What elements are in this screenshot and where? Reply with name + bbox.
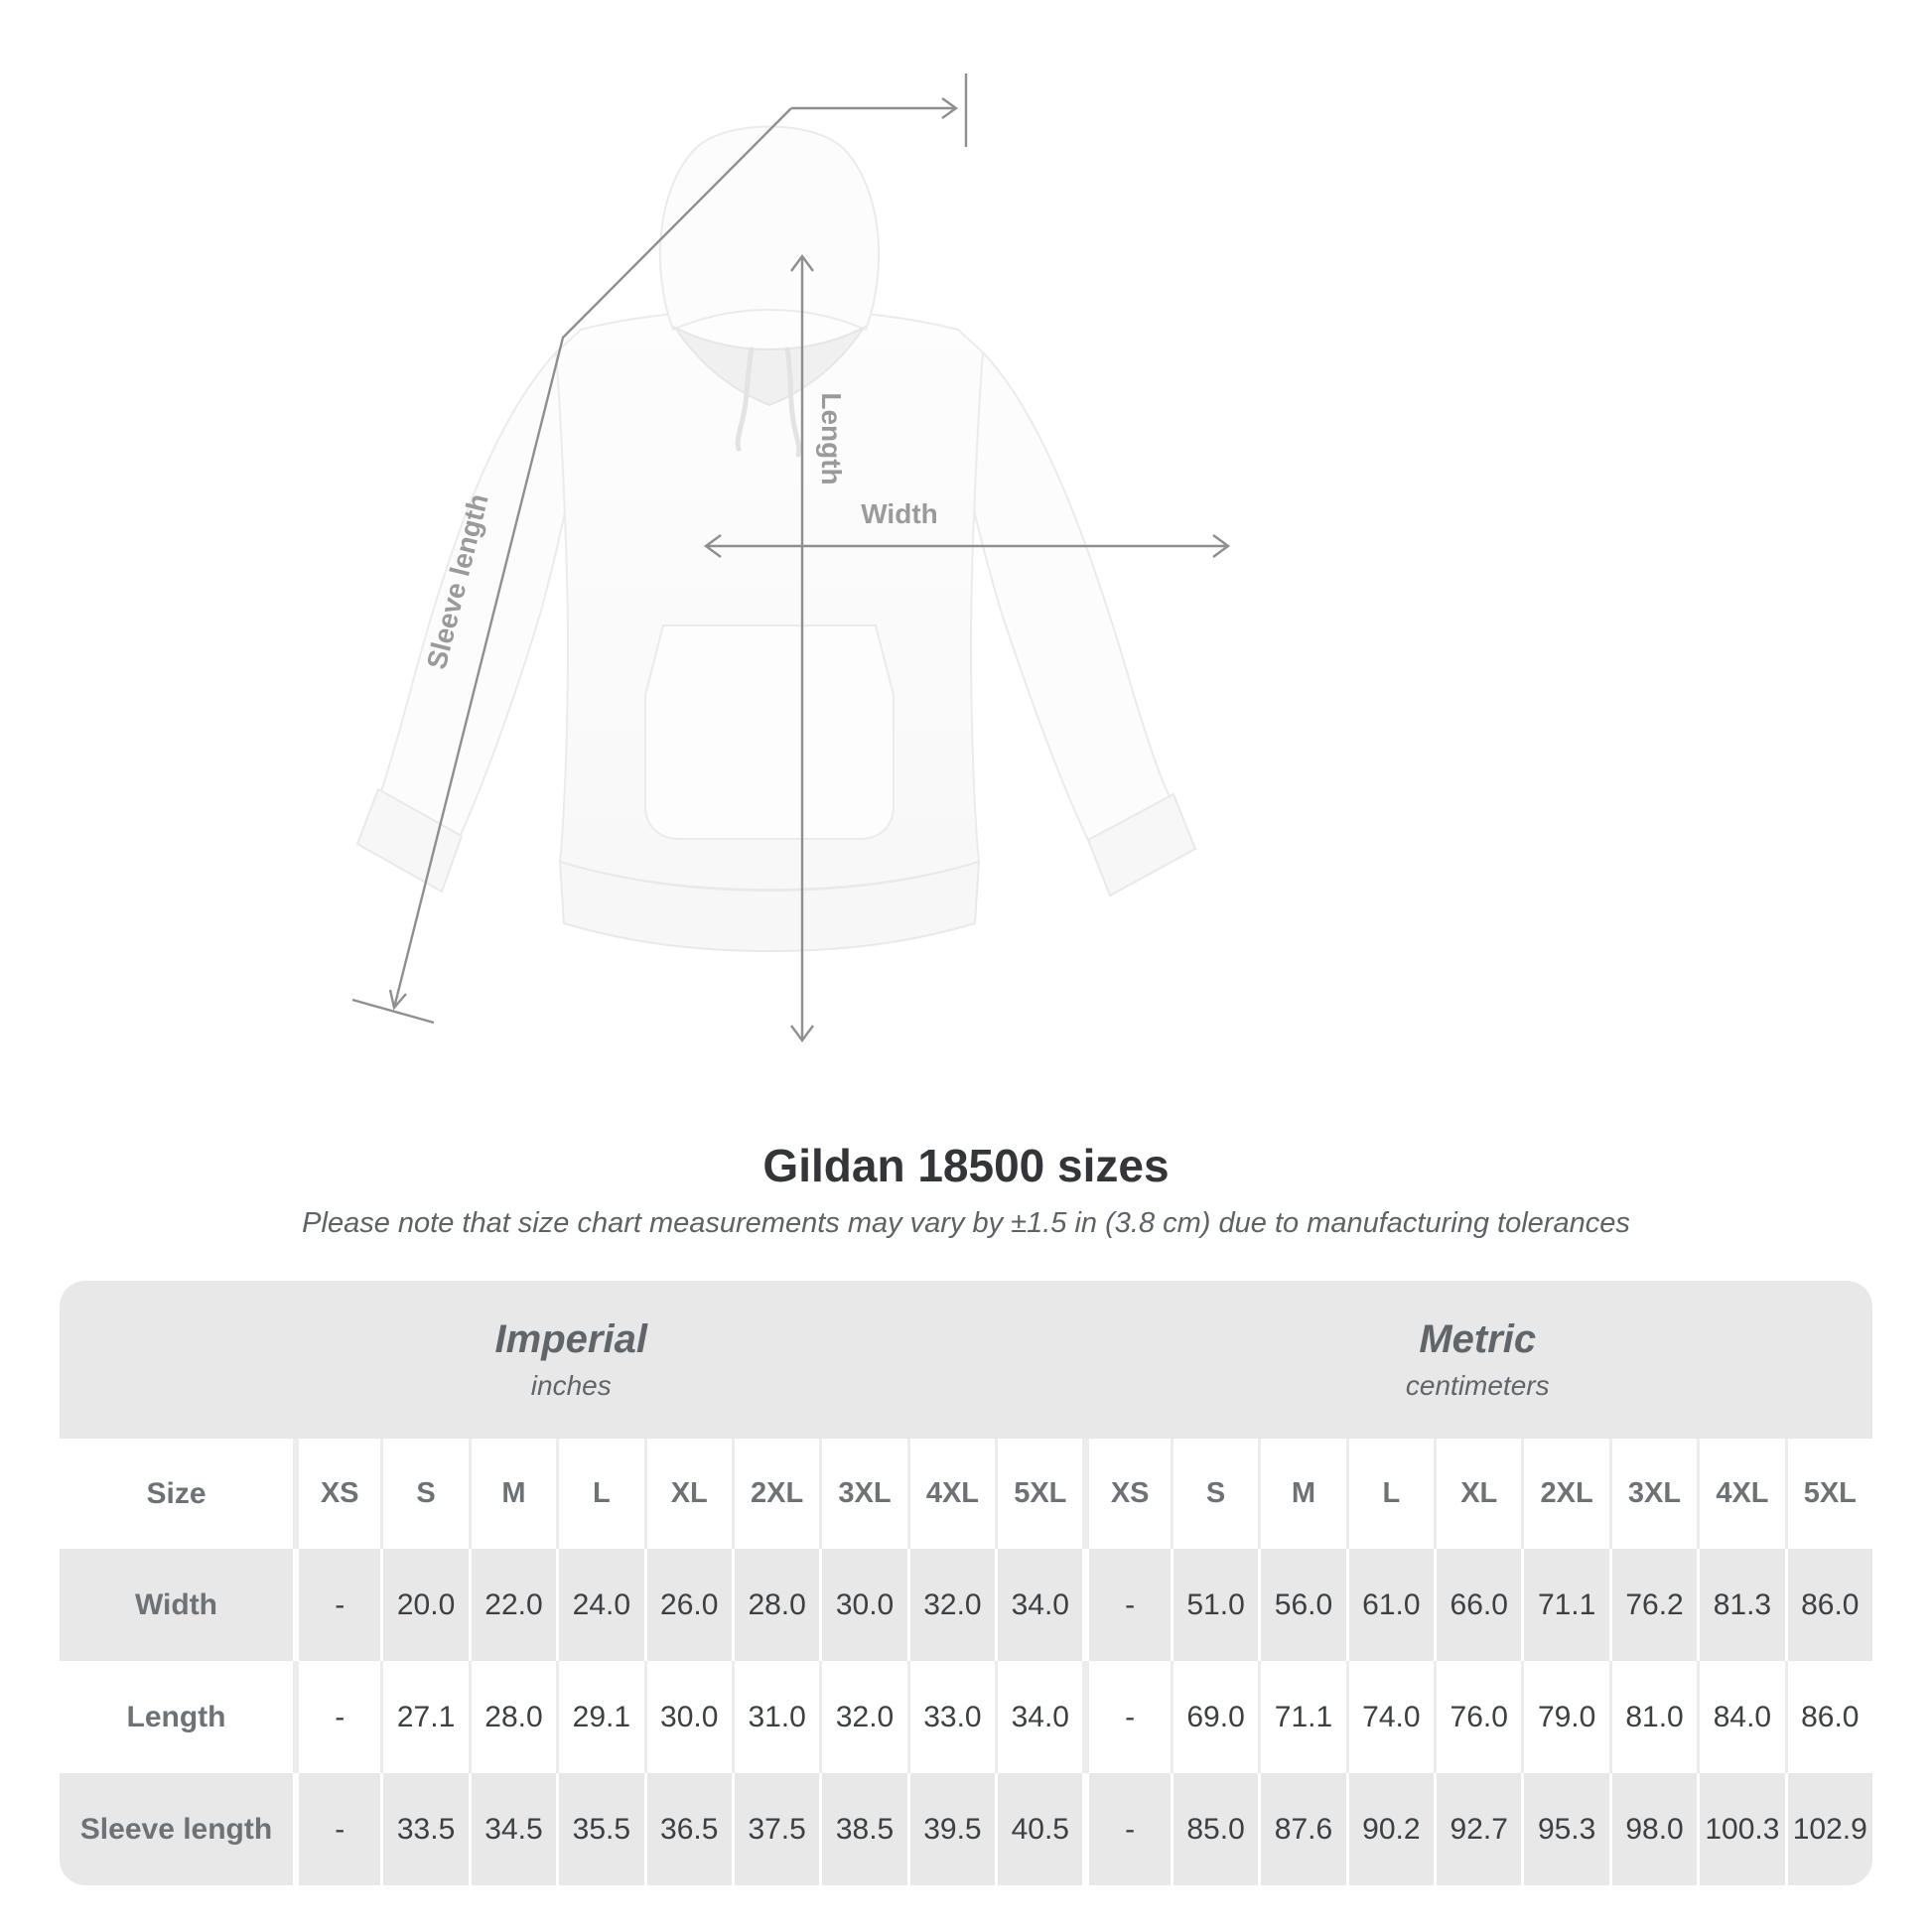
column-header: 4XL xyxy=(907,1439,995,1549)
table-cell: 56.0 xyxy=(1258,1549,1345,1661)
table-cell: 71.1 xyxy=(1521,1549,1608,1661)
table-cell: 98.0 xyxy=(1609,1773,1697,1885)
table-cell: 81.0 xyxy=(1609,1661,1697,1773)
table-cell: 95.3 xyxy=(1521,1773,1608,1885)
row-label: Width xyxy=(60,1549,293,1661)
table-cell: 36.5 xyxy=(644,1773,732,1885)
table-row xyxy=(60,1549,1872,1661)
table-cell: 81.3 xyxy=(1697,1549,1784,1661)
table-header-row xyxy=(60,1439,1872,1549)
column-header: 2XL xyxy=(732,1439,819,1549)
table-cell: 34.0 xyxy=(995,1549,1082,1661)
width-label: Width xyxy=(861,498,938,529)
column-header: M xyxy=(469,1439,556,1549)
table-cell: 28.0 xyxy=(469,1661,556,1773)
row-label: Sleeve length xyxy=(60,1773,293,1885)
hoodie-pocket xyxy=(645,625,894,839)
table-cell: - xyxy=(1082,1661,1170,1773)
table-cell: 24.0 xyxy=(556,1549,643,1661)
table-cell: 84.0 xyxy=(1697,1661,1784,1773)
table-cell: 74.0 xyxy=(1346,1661,1434,1773)
table-cell: 100.3 xyxy=(1697,1773,1784,1885)
table-cell: 32.0 xyxy=(907,1549,995,1661)
table-cell: 76.2 xyxy=(1609,1549,1697,1661)
table-cell: 29.1 xyxy=(556,1661,643,1773)
table-cell: 33.0 xyxy=(907,1661,995,1773)
column-header: XL xyxy=(1434,1439,1521,1549)
table-cell: 102.9 xyxy=(1785,1773,1872,1885)
size-table xyxy=(60,1439,1872,1885)
column-header: 3XL xyxy=(819,1439,906,1549)
table-cell: - xyxy=(293,1661,380,1773)
metric-title: Metric xyxy=(1419,1317,1537,1361)
column-header: S xyxy=(1171,1439,1258,1549)
table-cell: 26.0 xyxy=(644,1549,732,1661)
table-cell: 34.0 xyxy=(995,1661,1082,1773)
table-cell: 28.0 xyxy=(732,1549,819,1661)
table-cell: 30.0 xyxy=(819,1549,906,1661)
table-cell: - xyxy=(293,1549,380,1661)
table-cell: 86.0 xyxy=(1785,1661,1872,1773)
table-cell: 33.5 xyxy=(380,1773,468,1885)
table-cell: 69.0 xyxy=(1171,1661,1258,1773)
sleeve-length-label: Sleeve length xyxy=(420,490,494,673)
column-header: 4XL xyxy=(1697,1439,1784,1549)
table-cell: 32.0 xyxy=(819,1661,906,1773)
imperial-unit-group xyxy=(60,1281,1083,1439)
column-header: L xyxy=(556,1439,643,1549)
hoodie-right-sleeve xyxy=(965,352,1172,844)
column-header: M xyxy=(1258,1439,1345,1549)
table-cell: - xyxy=(1082,1549,1170,1661)
table-cell: 85.0 xyxy=(1171,1773,1258,1885)
table-cell: 39.5 xyxy=(907,1773,995,1885)
table-cell: 61.0 xyxy=(1346,1549,1434,1661)
column-header: S xyxy=(380,1439,468,1549)
metric-unit-group xyxy=(1083,1281,1873,1439)
column-header: L xyxy=(1346,1439,1434,1549)
table-cell: 30.0 xyxy=(644,1661,732,1773)
table-cell: 40.5 xyxy=(995,1773,1082,1885)
column-header: 5XL xyxy=(995,1439,1082,1549)
table-cell: 66.0 xyxy=(1434,1549,1521,1661)
column-header: 3XL xyxy=(1609,1439,1697,1549)
table-cell: 71.1 xyxy=(1258,1661,1345,1773)
size-column-header: Size xyxy=(60,1439,293,1549)
hoodie-hood xyxy=(660,127,879,331)
table-cell: - xyxy=(293,1773,380,1885)
table-cell: 22.0 xyxy=(469,1549,556,1661)
page-subtitle: Please note that size chart measurements may vary by ±1.5 in (3.8 cm) due to manufacturing tolerances xyxy=(302,1207,1630,1239)
table-cell: 35.5 xyxy=(556,1773,643,1885)
table-cell: 90.2 xyxy=(1346,1773,1434,1885)
size-chart-card xyxy=(60,1281,1872,1885)
table-cell: - xyxy=(1082,1773,1170,1885)
column-header: XS xyxy=(1082,1439,1170,1549)
table-cell: 87.6 xyxy=(1258,1773,1345,1885)
table-cell: 79.0 xyxy=(1521,1661,1608,1773)
length-label: Length xyxy=(816,392,847,485)
table-cell: 20.0 xyxy=(380,1549,468,1661)
table-cell: 51.0 xyxy=(1171,1549,1258,1661)
column-header: XS xyxy=(293,1439,380,1549)
column-header: 2XL xyxy=(1521,1439,1608,1549)
table-cell: 92.7 xyxy=(1434,1773,1521,1885)
unit-band xyxy=(60,1281,1872,1439)
hoodie-left-sleeve xyxy=(380,352,574,839)
table-row xyxy=(60,1773,1872,1885)
table-cell: 76.0 xyxy=(1434,1661,1521,1773)
table-cell: 31.0 xyxy=(732,1661,819,1773)
imperial-title: Imperial xyxy=(494,1317,647,1361)
table-cell: 37.5 xyxy=(732,1773,819,1885)
column-header: XL xyxy=(644,1439,732,1549)
table-cell: 38.5 xyxy=(819,1773,906,1885)
table-cell: 27.1 xyxy=(380,1661,468,1773)
page-title: Gildan 18500 sizes xyxy=(762,1140,1170,1191)
row-label: Length xyxy=(60,1661,293,1773)
column-header: 5XL xyxy=(1785,1439,1872,1549)
table-cell: 34.5 xyxy=(469,1773,556,1885)
metric-unit: centimeters xyxy=(1405,1370,1550,1401)
imperial-unit: inches xyxy=(530,1370,612,1401)
table-cell: 86.0 xyxy=(1785,1549,1872,1661)
table-row xyxy=(60,1661,1872,1773)
